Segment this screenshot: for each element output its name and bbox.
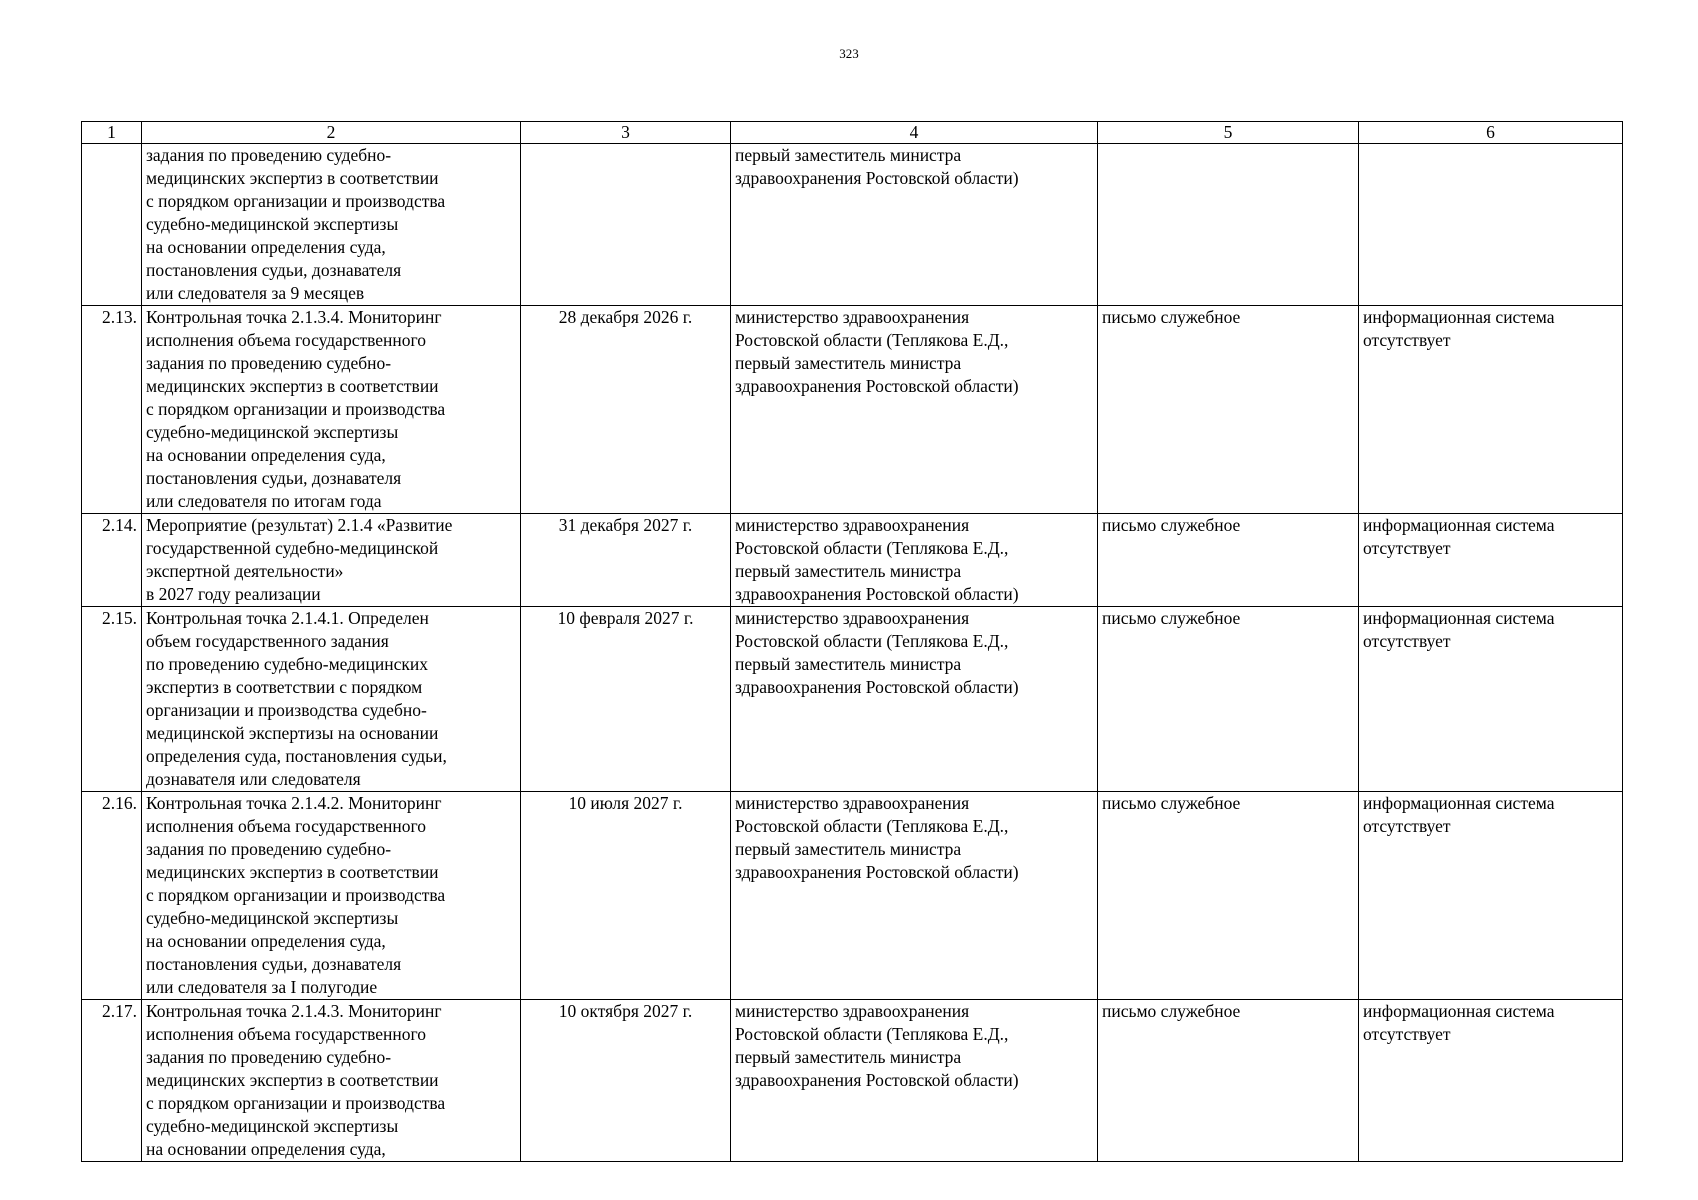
- row-number: 2.17.: [82, 1000, 142, 1162]
- row-number: 2.15.: [82, 607, 142, 792]
- row-date: [521, 144, 731, 306]
- row-responsible: министерство здравоохранения Ростовской области (Теплякова Е.Д., первый заместитель министра здравоохранения Ростовской области): [731, 792, 1098, 1000]
- row-document: письмо служебное: [1098, 792, 1359, 1000]
- row-info-system: информационная система отсутствует: [1359, 792, 1623, 1000]
- column-header: 3: [521, 122, 731, 144]
- row-number: [82, 144, 142, 306]
- row-responsible: министерство здравоохранения Ростовской области (Теплякова Е.Д., первый заместитель министра здравоохранения Ростовской области): [731, 1000, 1098, 1162]
- row-date: 31 декабря 2027 г.: [521, 514, 731, 607]
- table-row: [82, 144, 1623, 306]
- row-document: письмо служебное: [1098, 514, 1359, 607]
- row-responsible: министерство здравоохранения Ростовской области (Теплякова Е.Д., первый заместитель министра здравоохранения Ростовской области): [731, 607, 1098, 792]
- row-responsible: первый заместитель министра здравоохранения Ростовской области): [731, 144, 1098, 306]
- row-number: 2.14.: [82, 514, 142, 607]
- row-number: 2.16.: [82, 792, 142, 1000]
- page-number: 323: [839, 46, 859, 61]
- table-row: [82, 1000, 1623, 1162]
- row-description: Мероприятие (результат) 2.1.4 «Развитие государственной судебно-медицинской экспертной деятельности» в 2027 году реализации: [142, 514, 521, 607]
- table-row: [82, 514, 1623, 607]
- row-date: 28 декабря 2026 г.: [521, 306, 731, 514]
- row-description: Контрольная точка 2.1.3.4. Мониторинг исполнения объема государственного задания по проведению судебно- медицинских экспертиз в соответствии с порядком организации и производства судебно-медицинской экспертизы на основании определения суда, постановления судьи, дознавателя или следователя по итогам года: [142, 306, 521, 514]
- column-header: 4: [731, 122, 1098, 144]
- row-date: 10 октября 2027 г.: [521, 1000, 731, 1162]
- table-row: [82, 607, 1623, 792]
- column-header: 6: [1359, 122, 1623, 144]
- row-document: письмо служебное: [1098, 607, 1359, 792]
- control-points-table: [81, 121, 1623, 1162]
- row-description: Контрольная точка 2.1.4.1. Определен объем государственного задания по проведению судебно-медицинских экспертиз в соответствии с порядком организации и производства судебно- медицинской экспертизы на основании определения суда, постановления судьи, дознавателя или следователя: [142, 607, 521, 792]
- row-date: 10 июля 2027 г.: [521, 792, 731, 1000]
- row-document: письмо служебное: [1098, 1000, 1359, 1162]
- table-row: [82, 792, 1623, 1000]
- table-header-row: [82, 122, 1623, 144]
- column-header: 1: [82, 122, 142, 144]
- table-row: [82, 306, 1623, 514]
- column-header: 2: [142, 122, 521, 144]
- row-info-system: [1359, 144, 1623, 306]
- row-info-system: информационная система отсутствует: [1359, 1000, 1623, 1162]
- row-info-system: информационная система отсутствует: [1359, 514, 1623, 607]
- row-info-system: информационная система отсутствует: [1359, 306, 1623, 514]
- row-document: [1098, 144, 1359, 306]
- row-description: Контрольная точка 2.1.4.2. Мониторинг исполнения объема государственного задания по проведению судебно- медицинских экспертиз в соответствии с порядком организации и производства судебно-медицинской экспертизы на основании определения суда, постановления судьи, дознавателя или следователя за I полугодие: [142, 792, 521, 1000]
- row-info-system: информационная система отсутствует: [1359, 607, 1623, 792]
- row-description: задания по проведению судебно- медицинских экспертиз в соответствии с порядком организации и производства судебно-медицинской экспертизы на основании определения суда, постановления судьи, дознавателя или следователя за 9 месяцев: [142, 144, 521, 306]
- row-date: 10 февраля 2027 г.: [521, 607, 731, 792]
- column-header: 5: [1098, 122, 1359, 144]
- row-description: Контрольная точка 2.1.4.3. Мониторинг исполнения объема государственного задания по проведению судебно- медицинских экспертиз в соответствии с порядком организации и производства судебно-медицинской экспертизы на основании определения суда,: [142, 1000, 521, 1162]
- row-responsible: министерство здравоохранения Ростовской области (Теплякова Е.Д., первый заместитель министра здравоохранения Ростовской области): [731, 514, 1098, 607]
- row-responsible: министерство здравоохранения Ростовской области (Теплякова Е.Д., первый заместитель министра здравоохранения Ростовской области): [731, 306, 1098, 514]
- row-number: 2.13.: [82, 306, 142, 514]
- row-document: письмо служебное: [1098, 306, 1359, 514]
